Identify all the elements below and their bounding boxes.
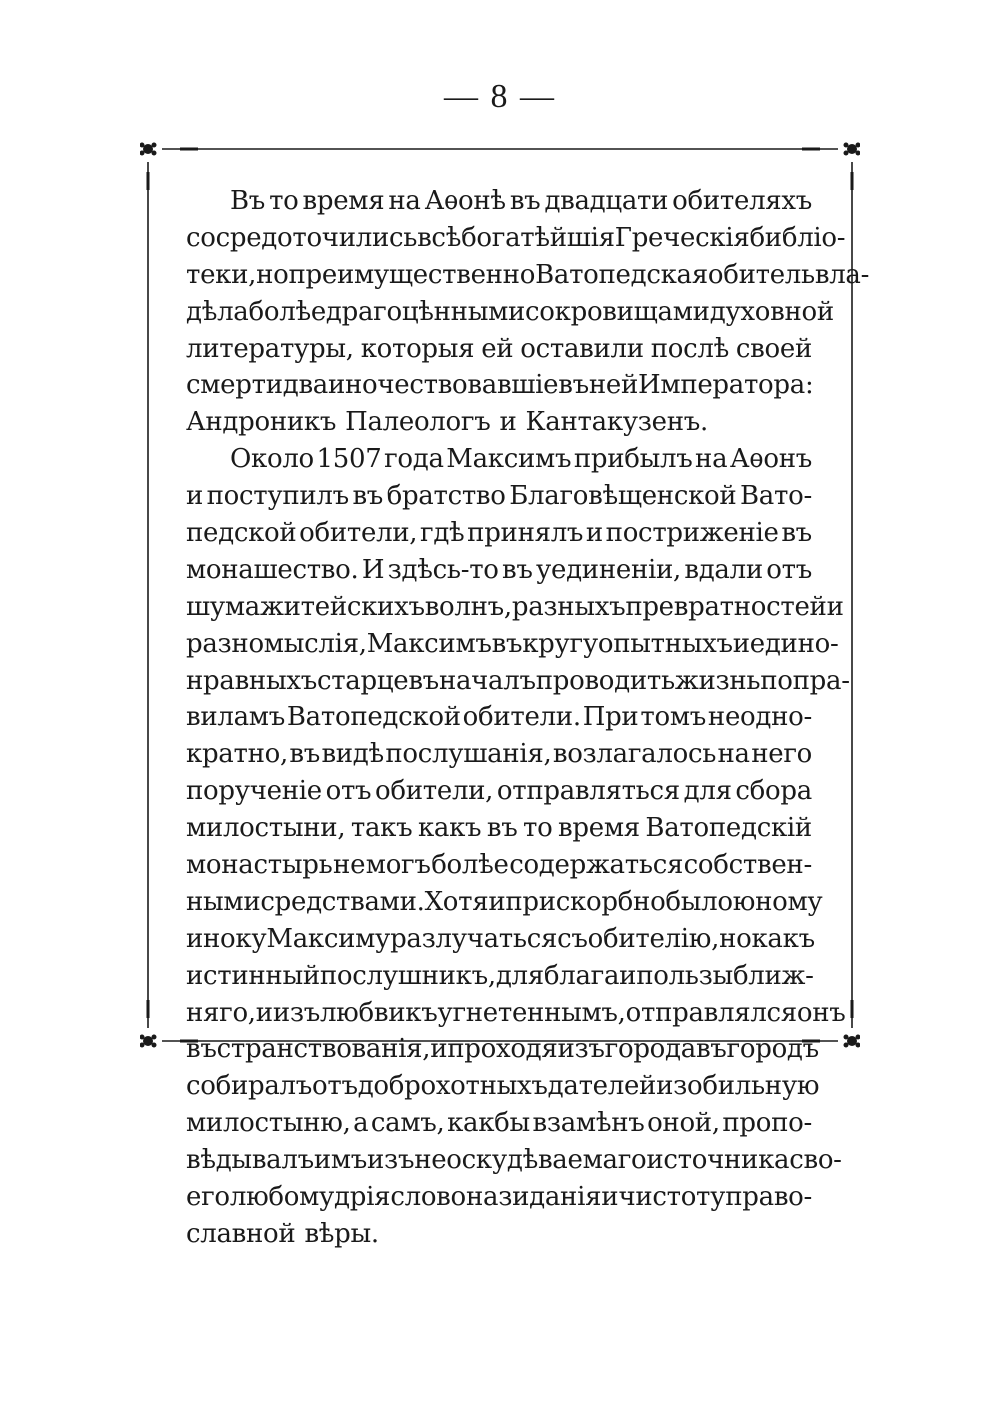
text-line: Въ то время на Аѳонѣ въ двадцати обителяхъ [230, 186, 812, 216]
text-line: дѣла болѣе драгоцѣнными сокровищами духовной [186, 296, 834, 327]
text-line: Андроникъ Палеологъ и Кантакузенъ. [186, 407, 708, 438]
text-line: иноку Максиму разлучаться съ обителію, но какъ [186, 923, 815, 954]
text-line: Около 1507 года Максимъ прибылъ на Аѳонъ [230, 444, 812, 475]
corner-ornament-bottom-right [844, 1035, 861, 1048]
text-line: разномыслія, Максимъ въ кругу опытныхъ и едино- [186, 628, 839, 659]
corner-ornament-bottom-left [140, 1035, 157, 1048]
text-line: теки, но преимущественно Ватопедская обитель вла- [186, 259, 870, 290]
text-line: милостыню, а самъ, какбы взамѣнъ оной, пропо- [186, 1108, 812, 1139]
text-line: кратно, въ видѣ послушанія, возлагалось на него [186, 739, 812, 770]
text-line: монашество. И здѣсь-то въ уединеніи, вдали отъ [186, 554, 812, 585]
text-line: няго, и изъ любви къ угнетеннымъ, отправлялся онъ [186, 997, 846, 1028]
text-line: порученіе отъ обители, отправляться для сбора [186, 776, 812, 807]
text-line: смерти два иночествовавшіе въ ней Императора: [186, 370, 814, 401]
corner-ornament-top-left [140, 143, 157, 156]
text-line: милостыни, такъ какъ въ то время Ватопедскій [186, 813, 812, 844]
text-line: виламъ Ватопедской обители. При томъ неодно- [186, 702, 812, 733]
text-line: литературы, которыя ей оставили послѣ своей [186, 333, 812, 364]
text-line: славной вѣры. [186, 1218, 379, 1249]
text-line: въ странствованія, и проходя изъ города въ городъ [186, 1034, 819, 1065]
text-line: шума житейскихъ волнъ, разныхъ превратностей и [186, 591, 844, 622]
text-line: вѣдывалъ имъ изъ неоскудѣваемаго источника сво- [186, 1145, 842, 1176]
text-line: и поступилъ въ братство Благовѣщенской Вато- [186, 481, 812, 512]
text-line: истинный послушникъ, для блага и пользы ближ- [186, 960, 814, 991]
page-number: — 8 — [444, 78, 556, 115]
text-line: собиралъ отъ доброхотныхъ дателей изобильную [186, 1071, 820, 1102]
text-line: педской обители, гдѣ принялъ и постриженіе въ [186, 518, 812, 549]
corner-ornament-top-right [844, 143, 861, 156]
text-line: ными средствами. Хотя и прискорбно было юному [186, 886, 823, 917]
text-line: монастырь не могъ болѣе содержаться собствен- [186, 850, 812, 881]
text-line: нравныхъ старцевъ началъ проводить жизнь по пра- [186, 665, 850, 696]
text-line: сосредоточились всѣ богатѣйшія Греческія библіо- [186, 222, 846, 253]
body-text [186, 183, 870, 1253]
text-line: его любомудрія слово назиданія и чистоту право- [186, 1182, 812, 1213]
